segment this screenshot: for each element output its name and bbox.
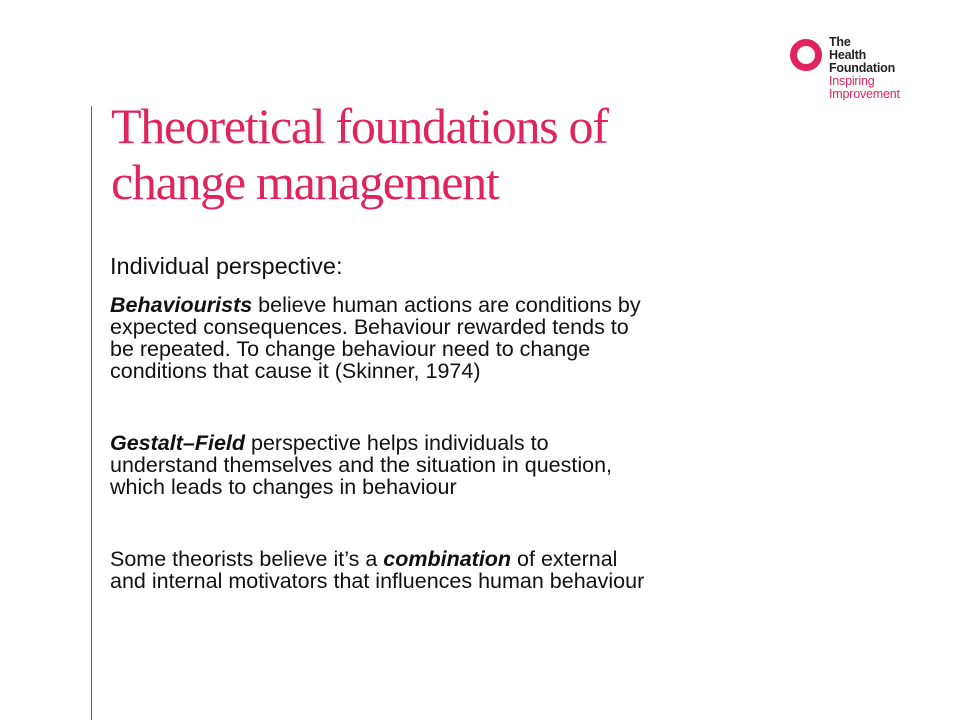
logo-line-inspiring: Inspiring [829,74,875,88]
paragraph-combination [110,548,800,592]
slide-title-line-2: change management [111,154,499,210]
paragraph-line: understand themselves and the situation in question, [110,453,612,477]
paragraph-text: Some theorists believe it’s a [110,547,384,571]
paragraph-line: which leads to changes in behaviour [110,475,457,499]
paragraph-behaviourists [110,294,800,382]
paragraph-gestalt-field [110,432,800,498]
logo-line-health: Health [829,48,867,62]
paragraph-line: and internal motivators that influences human behaviour [110,569,645,593]
logo-line-improvement: Improvement [829,87,900,101]
paragraph-line: conditions that cause it (Skinner, 1974) [110,359,481,383]
slide-body [110,252,800,592]
emphasis-combination: combination [383,547,512,571]
health-foundation-ring-icon [788,36,824,72]
slide-title-line-1: Theoretical foundations of [111,98,608,154]
paragraph-line: perspective helps individuals to [245,431,549,455]
logo-line-the: The [829,35,851,49]
health-foundation-logo [788,36,923,106]
paragraph-line: of external [511,547,618,571]
paragraph-line: be repeated. To change behaviour need to change [110,337,591,361]
subheading-individual-perspective: Individual perspective: [110,253,343,279]
emphasis-behaviourists: Behaviourists [110,293,253,317]
slide-title [111,98,771,210]
logo-line-foundation: Foundation [829,61,896,75]
emphasis-gestalt-field: Gestalt–Field [110,431,246,455]
vertical-divider [91,106,92,720]
logo-wordmark [829,36,900,101]
paragraph-line: expected consequences. Behaviour rewarded tends to [110,315,629,339]
paragraph-line: believe human actions are conditions by [252,293,641,317]
